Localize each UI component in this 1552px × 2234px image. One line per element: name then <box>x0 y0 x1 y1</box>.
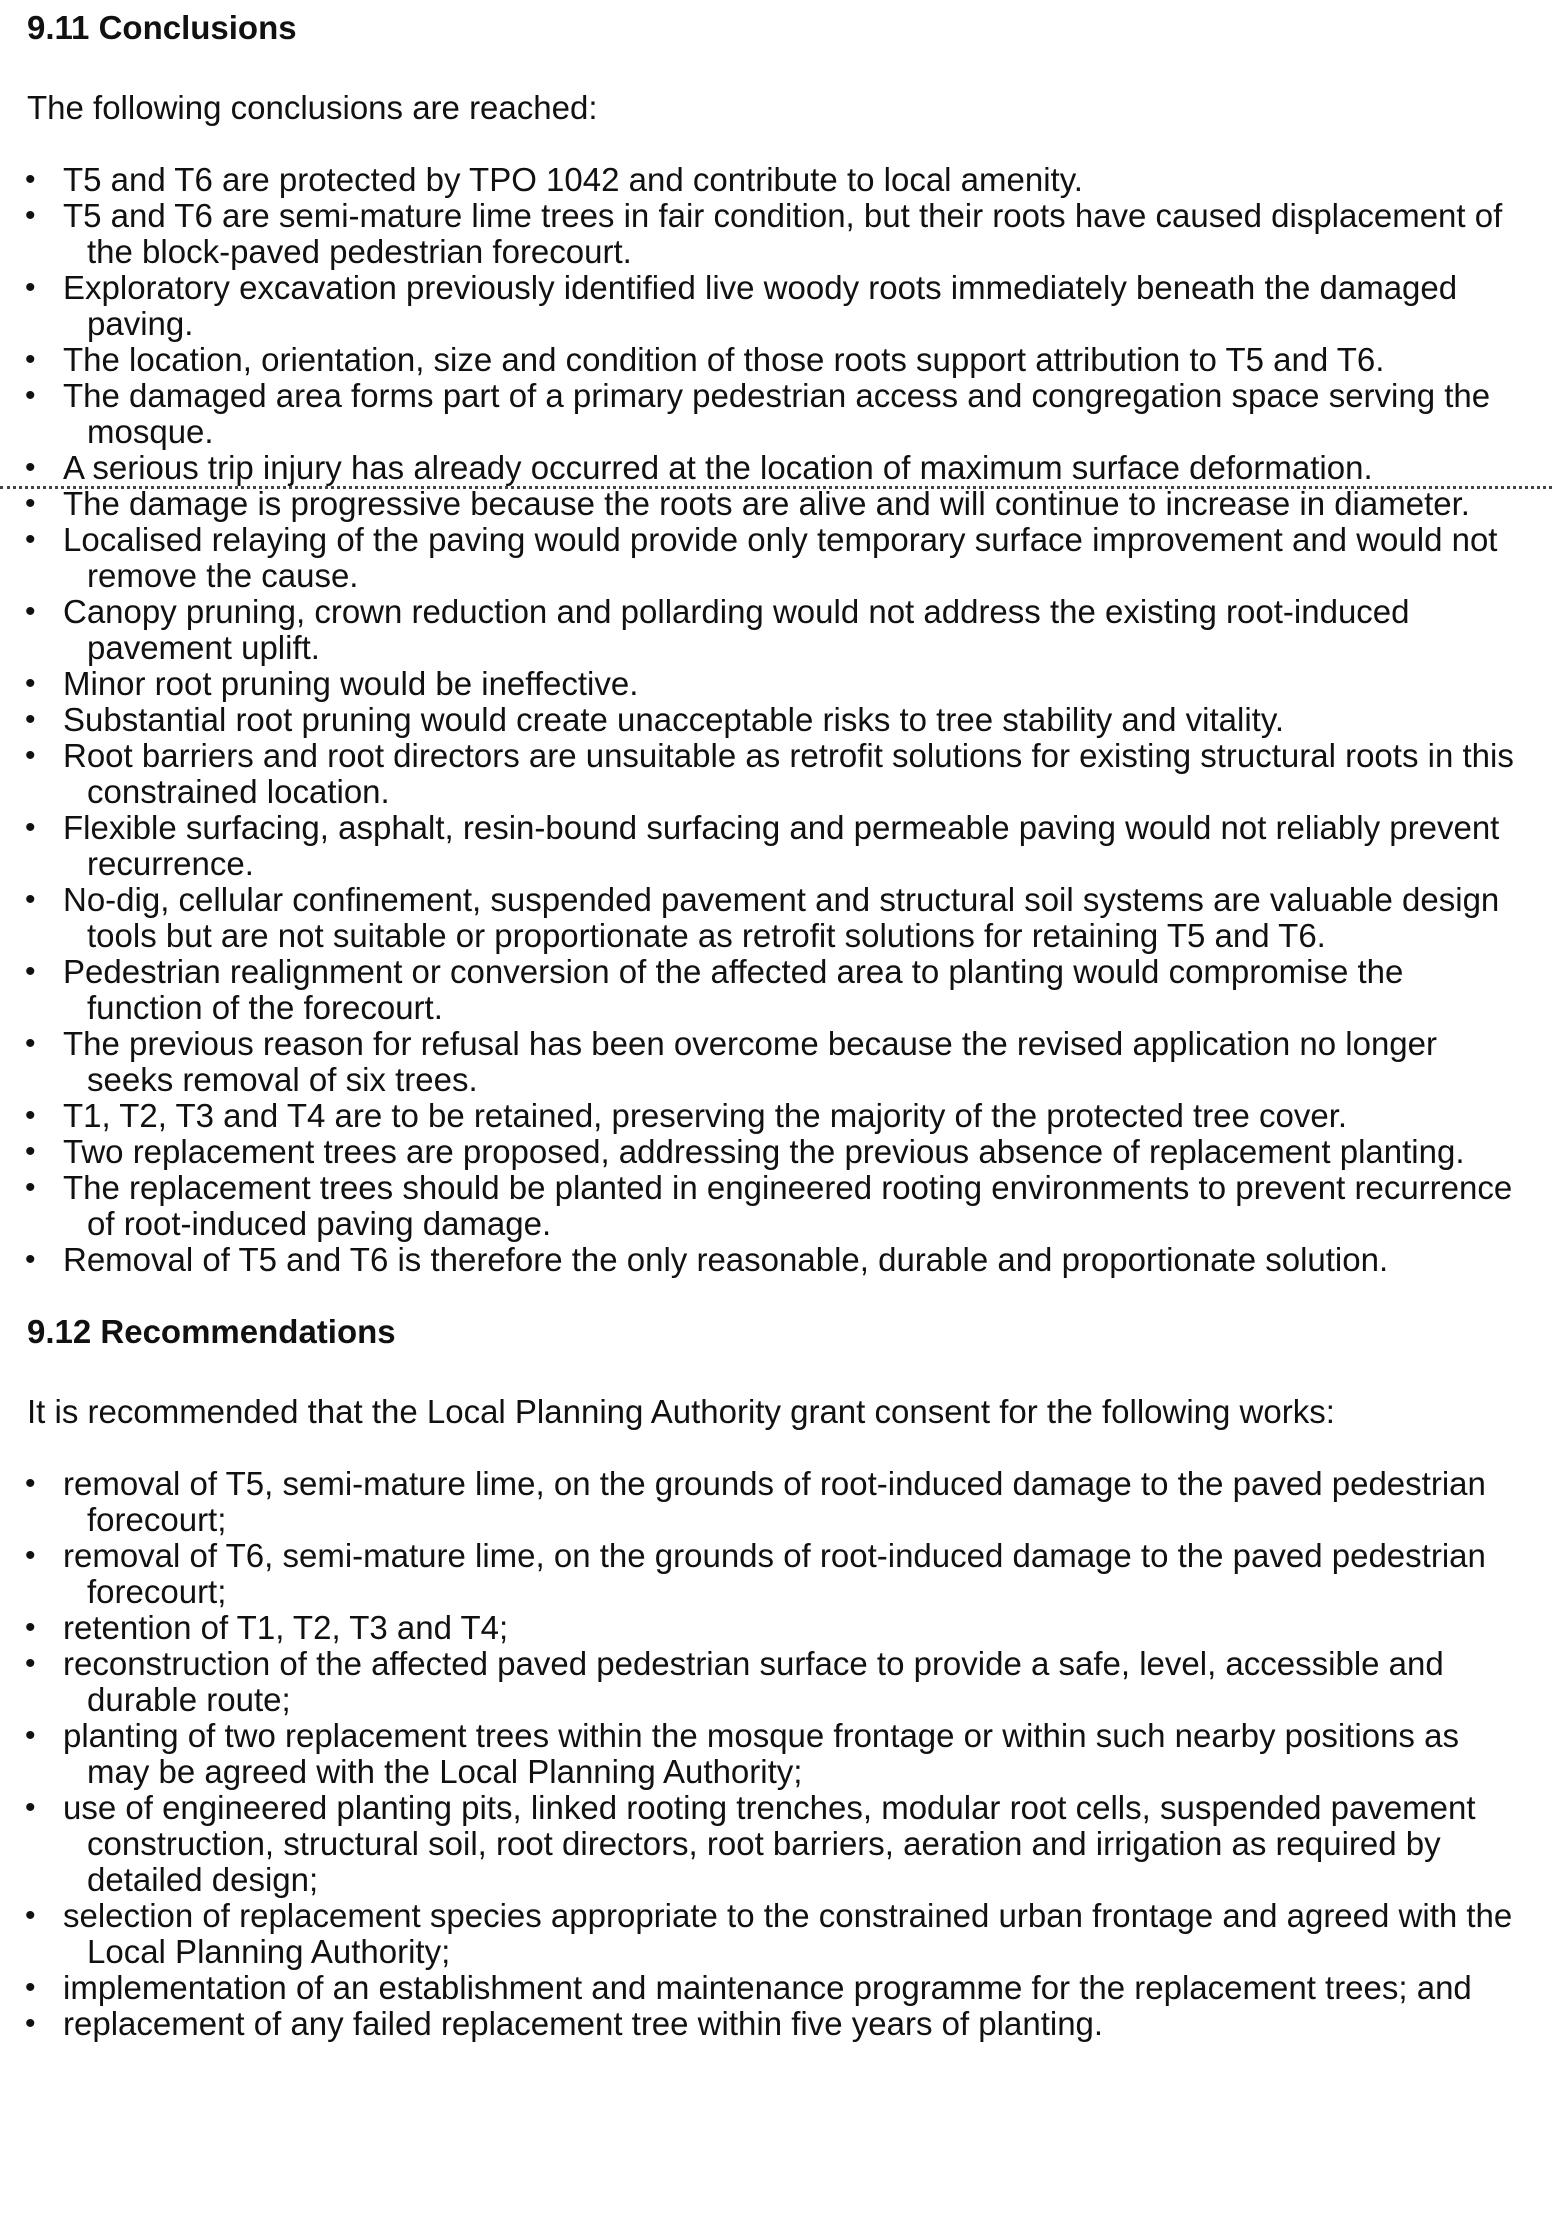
recommendation-item <box>27 1610 1527 1646</box>
recommendation-item <box>27 1718 1527 1790</box>
bullet-icon: • <box>25 487 36 520</box>
document-page <box>27 0 1527 2042</box>
recommendation-text: use of engineered planting pits, linked rooting trenches, modular root cells, suspended pavement construction, structural soil, root directors, root barriers, aeration and irrigation as required by detailed design; <box>63 1789 1476 1898</box>
recommendations-list <box>27 1466 1527 2042</box>
conclusion-text: Two replacement trees are proposed, addressing the previous absence of replacement planting. <box>63 1133 1465 1170</box>
conclusion-text: The damage is progressive because the roots are alive and will continue to increase in diameter. <box>63 485 1470 522</box>
dotted-divider <box>0 486 1552 489</box>
bullet-icon: • <box>25 199 36 232</box>
bullet-icon: • <box>25 703 36 736</box>
conclusion-text: Exploratory excavation previously identified live woody roots immediately beneath the damaged paving. <box>63 269 1458 342</box>
bullet-icon: • <box>25 523 36 556</box>
conclusion-text: Minor root pruning would be ineffective. <box>63 665 639 702</box>
conclusion-item <box>27 1026 1527 1098</box>
recommendation-text: retention of T1, T2, T3 and T4; <box>63 1609 509 1646</box>
conclusions-heading: 9.11 Conclusions <box>27 9 297 46</box>
conclusion-item <box>27 342 1527 378</box>
recommendations-intro: It is recommended that the Local Planning Authority grant consent for the following works: <box>27 1393 1335 1430</box>
conclusion-text: The damaged area forms part of a primary pedestrian access and congregation space serving the mosque. <box>63 377 1491 450</box>
conclusion-item <box>27 270 1527 342</box>
conclusion-text: Removal of T5 and T6 is therefore the only reasonable, durable and proportionate solution. <box>63 1241 1389 1278</box>
recommendation-text: removal of T5, semi-mature lime, on the grounds of root-induced damage to the paved pedestrian forecourt; <box>63 1465 1486 1538</box>
bullet-icon: • <box>25 1135 36 1168</box>
bullet-icon: • <box>25 1791 36 1824</box>
conclusion-text: T5 and T6 are protected by TPO 1042 and contribute to local amenity. <box>63 161 1083 198</box>
conclusion-text: The previous reason for refusal has been overcome because the revised application no longer seeks removal of six trees. <box>63 1025 1437 1098</box>
bullet-icon: • <box>25 595 36 628</box>
bullet-icon: • <box>25 2007 36 2040</box>
conclusion-item <box>27 198 1527 270</box>
conclusion-text: T5 and T6 are semi-mature lime trees in fair condition, but their roots have caused displacement of the block-paved pedestrian forecourt. <box>63 197 1503 270</box>
conclusions-list <box>27 162 1527 1278</box>
conclusion-item <box>27 666 1527 702</box>
conclusion-item <box>27 882 1527 954</box>
bullet-icon: • <box>25 1171 36 1204</box>
bullet-icon: • <box>25 667 36 700</box>
recommendation-item <box>27 1790 1527 1898</box>
bullet-icon: • <box>25 451 36 484</box>
bullet-icon: • <box>25 955 36 988</box>
recommendation-item <box>27 1970 1527 2006</box>
bullet-icon: • <box>25 163 36 196</box>
recommendation-item <box>27 1466 1527 1538</box>
recommendation-item <box>27 1538 1527 1610</box>
conclusion-text: The location, orientation, size and condition of those roots support attribution to T5 and T6. <box>63 341 1385 378</box>
bullet-icon: • <box>25 1539 36 1572</box>
conclusion-item <box>27 1242 1527 1278</box>
conclusion-text: The replacement trees should be planted in engineered rooting environments to prevent recurrence of root-induced paving damage. <box>63 1169 1513 1242</box>
conclusion-text: Localised relaying of the paving would provide only temporary surface improvement and would not remove the cause. <box>63 521 1498 594</box>
conclusion-item <box>27 1098 1527 1134</box>
bullet-icon: • <box>25 1899 36 1932</box>
conclusion-item <box>27 738 1527 810</box>
conclusion-item <box>27 162 1527 198</box>
conclusion-item <box>27 702 1527 738</box>
recommendation-item <box>27 1898 1527 1970</box>
conclusion-item <box>27 810 1527 882</box>
bullet-icon: • <box>25 1467 36 1500</box>
bullet-icon: • <box>25 379 36 412</box>
bullet-icon: • <box>25 1099 36 1132</box>
conclusion-item <box>27 486 1527 522</box>
bullet-icon: • <box>25 1027 36 1060</box>
conclusion-item <box>27 1170 1527 1242</box>
bullet-icon: • <box>25 1971 36 2004</box>
bullet-icon: • <box>25 1243 36 1276</box>
bullet-icon: • <box>25 739 36 772</box>
conclusion-text: Flexible surfacing, asphalt, resin-bound surfacing and permeable paving would not reliably prevent recurrence. <box>63 809 1500 882</box>
bullet-icon: • <box>25 1611 36 1644</box>
bullet-icon: • <box>25 343 36 376</box>
conclusion-item <box>27 378 1527 450</box>
conclusion-item <box>27 594 1527 666</box>
conclusion-text: A serious trip injury has already occurred at the location of maximum surface deformation. <box>63 449 1373 486</box>
recommendations-heading: 9.12 Recommendations <box>27 1313 396 1350</box>
conclusion-text: Pedestrian realignment or conversion of the affected area to planting would compromise the function of the forecourt. <box>63 953 1404 1026</box>
conclusion-item <box>27 522 1527 594</box>
recommendation-item <box>27 1646 1527 1718</box>
recommendation-item <box>27 2006 1527 2042</box>
bullet-icon: • <box>25 883 36 916</box>
recommendation-text: removal of T6, semi-mature lime, on the grounds of root-induced damage to the paved pedestrian forecourt; <box>63 1537 1486 1610</box>
conclusion-item <box>27 954 1527 1026</box>
conclusion-item <box>27 450 1527 486</box>
conclusion-text: T1, T2, T3 and T4 are to be retained, preserving the majority of the protected tree cover. <box>63 1097 1348 1134</box>
conclusion-text: Canopy pruning, crown reduction and pollarding would not address the existing root-induced pavement uplift. <box>63 593 1410 666</box>
conclusions-intro: The following conclusions are reached: <box>27 89 598 126</box>
conclusion-item <box>27 1134 1527 1170</box>
recommendation-text: replacement of any failed replacement tree within five years of planting. <box>63 2005 1104 2042</box>
conclusion-text: Root barriers and root directors are unsuitable as retrofit solutions for existing structural roots in this constrained location. <box>63 737 1514 810</box>
recommendation-text: selection of replacement species appropriate to the constrained urban frontage and agreed with the Local Planning Authority; <box>63 1897 1513 1970</box>
recommendation-text: planting of two replacement trees within the mosque frontage or within such nearby positions as may be agreed with the Local Planning Authority; <box>63 1717 1459 1790</box>
conclusion-text: No-dig, cellular confinement, suspended pavement and structural soil systems are valuable design tools but are not suitable or proportionate as retrofit solutions for retaining T5 and T6. <box>63 881 1500 954</box>
conclusion-text: Substantial root pruning would create unacceptable risks to tree stability and vitality. <box>63 701 1285 738</box>
bullet-icon: • <box>25 1719 36 1752</box>
recommendation-text: implementation of an establishment and maintenance programme for the replacement trees; and <box>63 1969 1472 2006</box>
bullet-icon: • <box>25 1647 36 1680</box>
recommendation-text: reconstruction of the affected paved pedestrian surface to provide a safe, level, accessible and durable route; <box>63 1645 1444 1718</box>
bullet-icon: • <box>25 811 36 844</box>
bullet-icon: • <box>25 271 36 304</box>
